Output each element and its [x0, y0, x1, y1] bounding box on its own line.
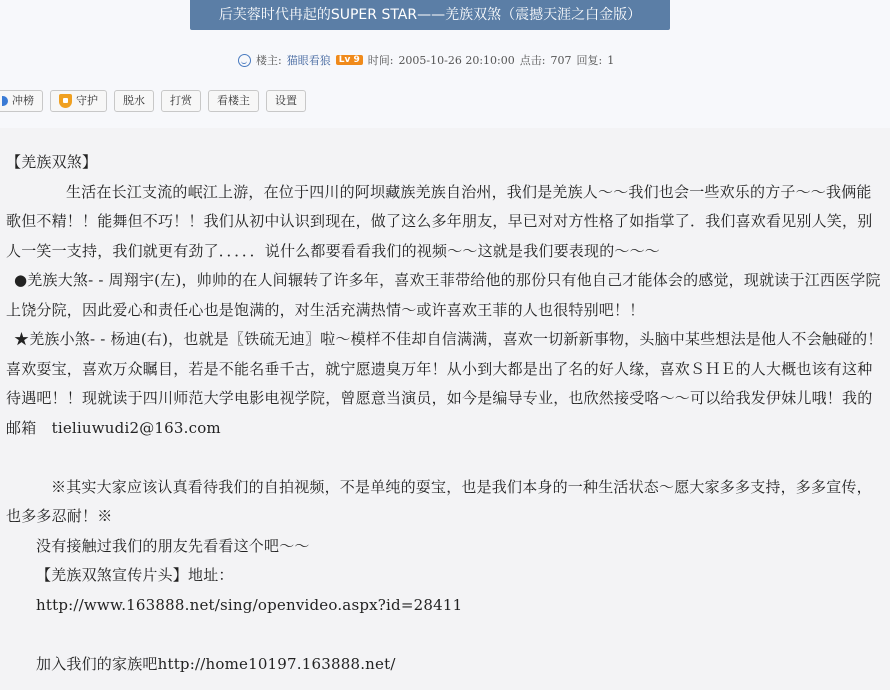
- shield-icon: [59, 94, 72, 108]
- click-count: 707: [550, 53, 572, 67]
- paragraph-note: ※其实大家应该认真看待我们的自拍视频，不是单纯的耍宝，也是我们本身的一种生活状态～愿大家多多支持，多多宣传，也多多忍耐！※: [6, 477, 872, 525]
- family-link[interactable]: 加入我们的家族吧http://home10197.163888.net/: [36, 654, 396, 673]
- author-label: 楼主:: [256, 54, 282, 67]
- paragraph-member-1: ●羌族大煞- - 周翔宇(左)，帅帅的在人间辗转了许多年，喜欢王菲带给他的那份只有他自己才能体会的感觉，现就读于江西医学院上饶分院，因此爱心和责任心也是饱满的，对生活充满热情～或许喜欢王菲的人也很特别吧！！: [6, 271, 881, 319]
- smiley-icon: [238, 54, 251, 67]
- post-title: 后芙蓉时代冉起的SUPER STAR——羌族双煞（震撼天涯之白金版）: [190, 0, 670, 30]
- level-badge: Lv 9: [336, 55, 363, 65]
- post-time: 2005-10-26 20:10:00: [398, 53, 515, 67]
- guard-button-label: 守护: [76, 94, 98, 107]
- promo-video-link[interactable]: http://www.163888.net/sing/openvideo.aspx?id=28411: [36, 595, 463, 614]
- time-label: 时间:: [367, 54, 394, 67]
- post-body: [6, 148, 884, 679]
- post-header: [0, 0, 890, 128]
- paragraph-intro: 生活在长江支流的岷江上游，在位于四川的阿坝藏族羌族自治州，我们是羌族人～～我们也会一些欢乐的方子～～我俩能歌但不精！！能舞但不巧！！我们从初中认识到现在，做了这么多年朋友，早已对对方性格了如指掌了．我们喜欢看见别人笑，别人一笑一支持，我们就更有劲了．．．．．说什么都要看看我们的视频～～这就是我们要表现的～～～: [6, 182, 873, 260]
- replies-label: 回复:: [576, 54, 603, 67]
- rank-button[interactable]: [0, 90, 43, 112]
- spacer: [6, 443, 884, 473]
- paragraph-invite: 没有接触过我们的朋友先看看这个吧～～: [36, 536, 310, 555]
- paragraph-member-2: ★羌族小煞- - 杨迪(右)，也就是〖铁硫无迪〗啦～模样不佳却自信满满，喜欢一切新新事物，头脑中某些想法是他人不会触碰的！喜欢耍宝，喜欢万众瞩目，若是不能名垂千古，就宁愿遗臭万年！从小到大都是出了名的好人缘，喜欢ＳＨＥ的人大概也该有这种待遇吧！！现就读于四川师范大学电影电视学院，曾愿意当演员，如今是编导专业，也欣然接受咯～～可以给我发伊妹儿哦！我的邮箱 tieliuwudi2@163.com: [6, 330, 883, 437]
- promo-heading: 【羌族双煞宣传片头】地址：: [36, 566, 234, 584]
- post-heading: 【羌族双煞】: [6, 153, 98, 171]
- dehydrate-button[interactable]: 脱水: [114, 90, 154, 112]
- rank-icon: [2, 96, 8, 106]
- rank-button-label: 冲榜: [12, 94, 34, 107]
- reply-count: 1: [607, 53, 615, 67]
- author-link[interactable]: 猫眼看狼: [286, 54, 331, 67]
- guard-button[interactable]: [50, 90, 107, 112]
- settings-button[interactable]: 设置: [266, 90, 306, 112]
- tip-button[interactable]: 打赏: [161, 90, 201, 112]
- post-meta: [238, 50, 614, 70]
- spacer: [6, 620, 884, 650]
- clicks-label: 点击:: [519, 54, 546, 67]
- post-toolbar: [0, 90, 306, 112]
- view-author-only-button[interactable]: 看楼主: [208, 90, 259, 112]
